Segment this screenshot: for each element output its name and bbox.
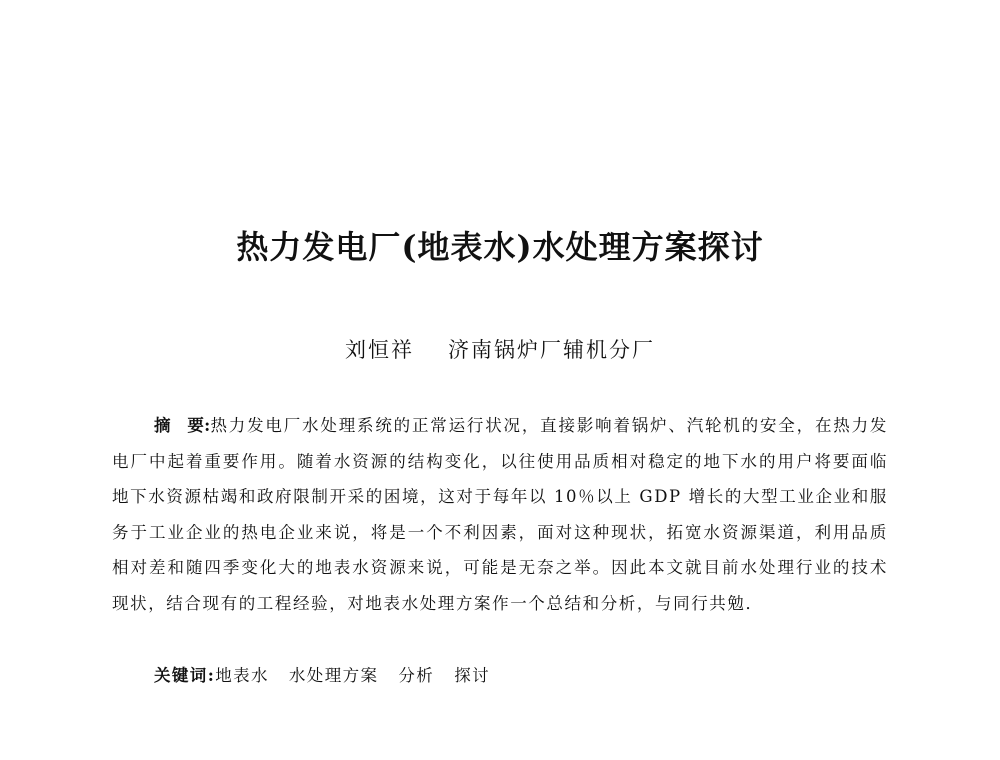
keywords-label: 关键词: <box>154 666 216 685</box>
keywords-label-text: 关键词 <box>154 666 208 685</box>
paper-title: 热力发电厂(地表水)水处理方案探讨 <box>236 228 764 266</box>
keywords-line <box>154 662 510 686</box>
abstract-text: 热力发电厂水处理系统的正常运行状况，直接影响着锅炉、汽轮机的安全，在热力发电厂中起着重要作用。随着水资源的结构变化，以往使用品质相对稳定的地下水的用户将要面临地下水资源枯竭和政府限制开采的困境，这对于每年以 10％以上 GDP 增长的大型工业企业和服务于工业企业的热电企业来说，将是一个不利因素，面对这种现状，拓宽水资源渠道，利用品质相对差和随四季变化大的地表水资源来说，可能是无奈之举。因此本文就目前水处理行业的技术现状，结合现有的工程经验，对地表水处理方案作一个总结和分析，与同行共勉． <box>112 416 889 613</box>
keyword-item: 水处理方案 <box>288 666 379 685</box>
abstract-label: 摘 要: <box>154 416 211 435</box>
abstract-label-text: 摘 要 <box>154 416 205 435</box>
author-affiliation: 济南锅炉厂辅机分厂 <box>448 338 655 362</box>
keyword-item: 探讨 <box>454 666 491 685</box>
keyword-item: 地表水 <box>215 666 269 685</box>
abstract <box>112 408 888 622</box>
author-name: 刘恒祥 <box>345 338 414 362</box>
author-line <box>0 334 1000 364</box>
keyword-item: 分析 <box>398 666 435 685</box>
